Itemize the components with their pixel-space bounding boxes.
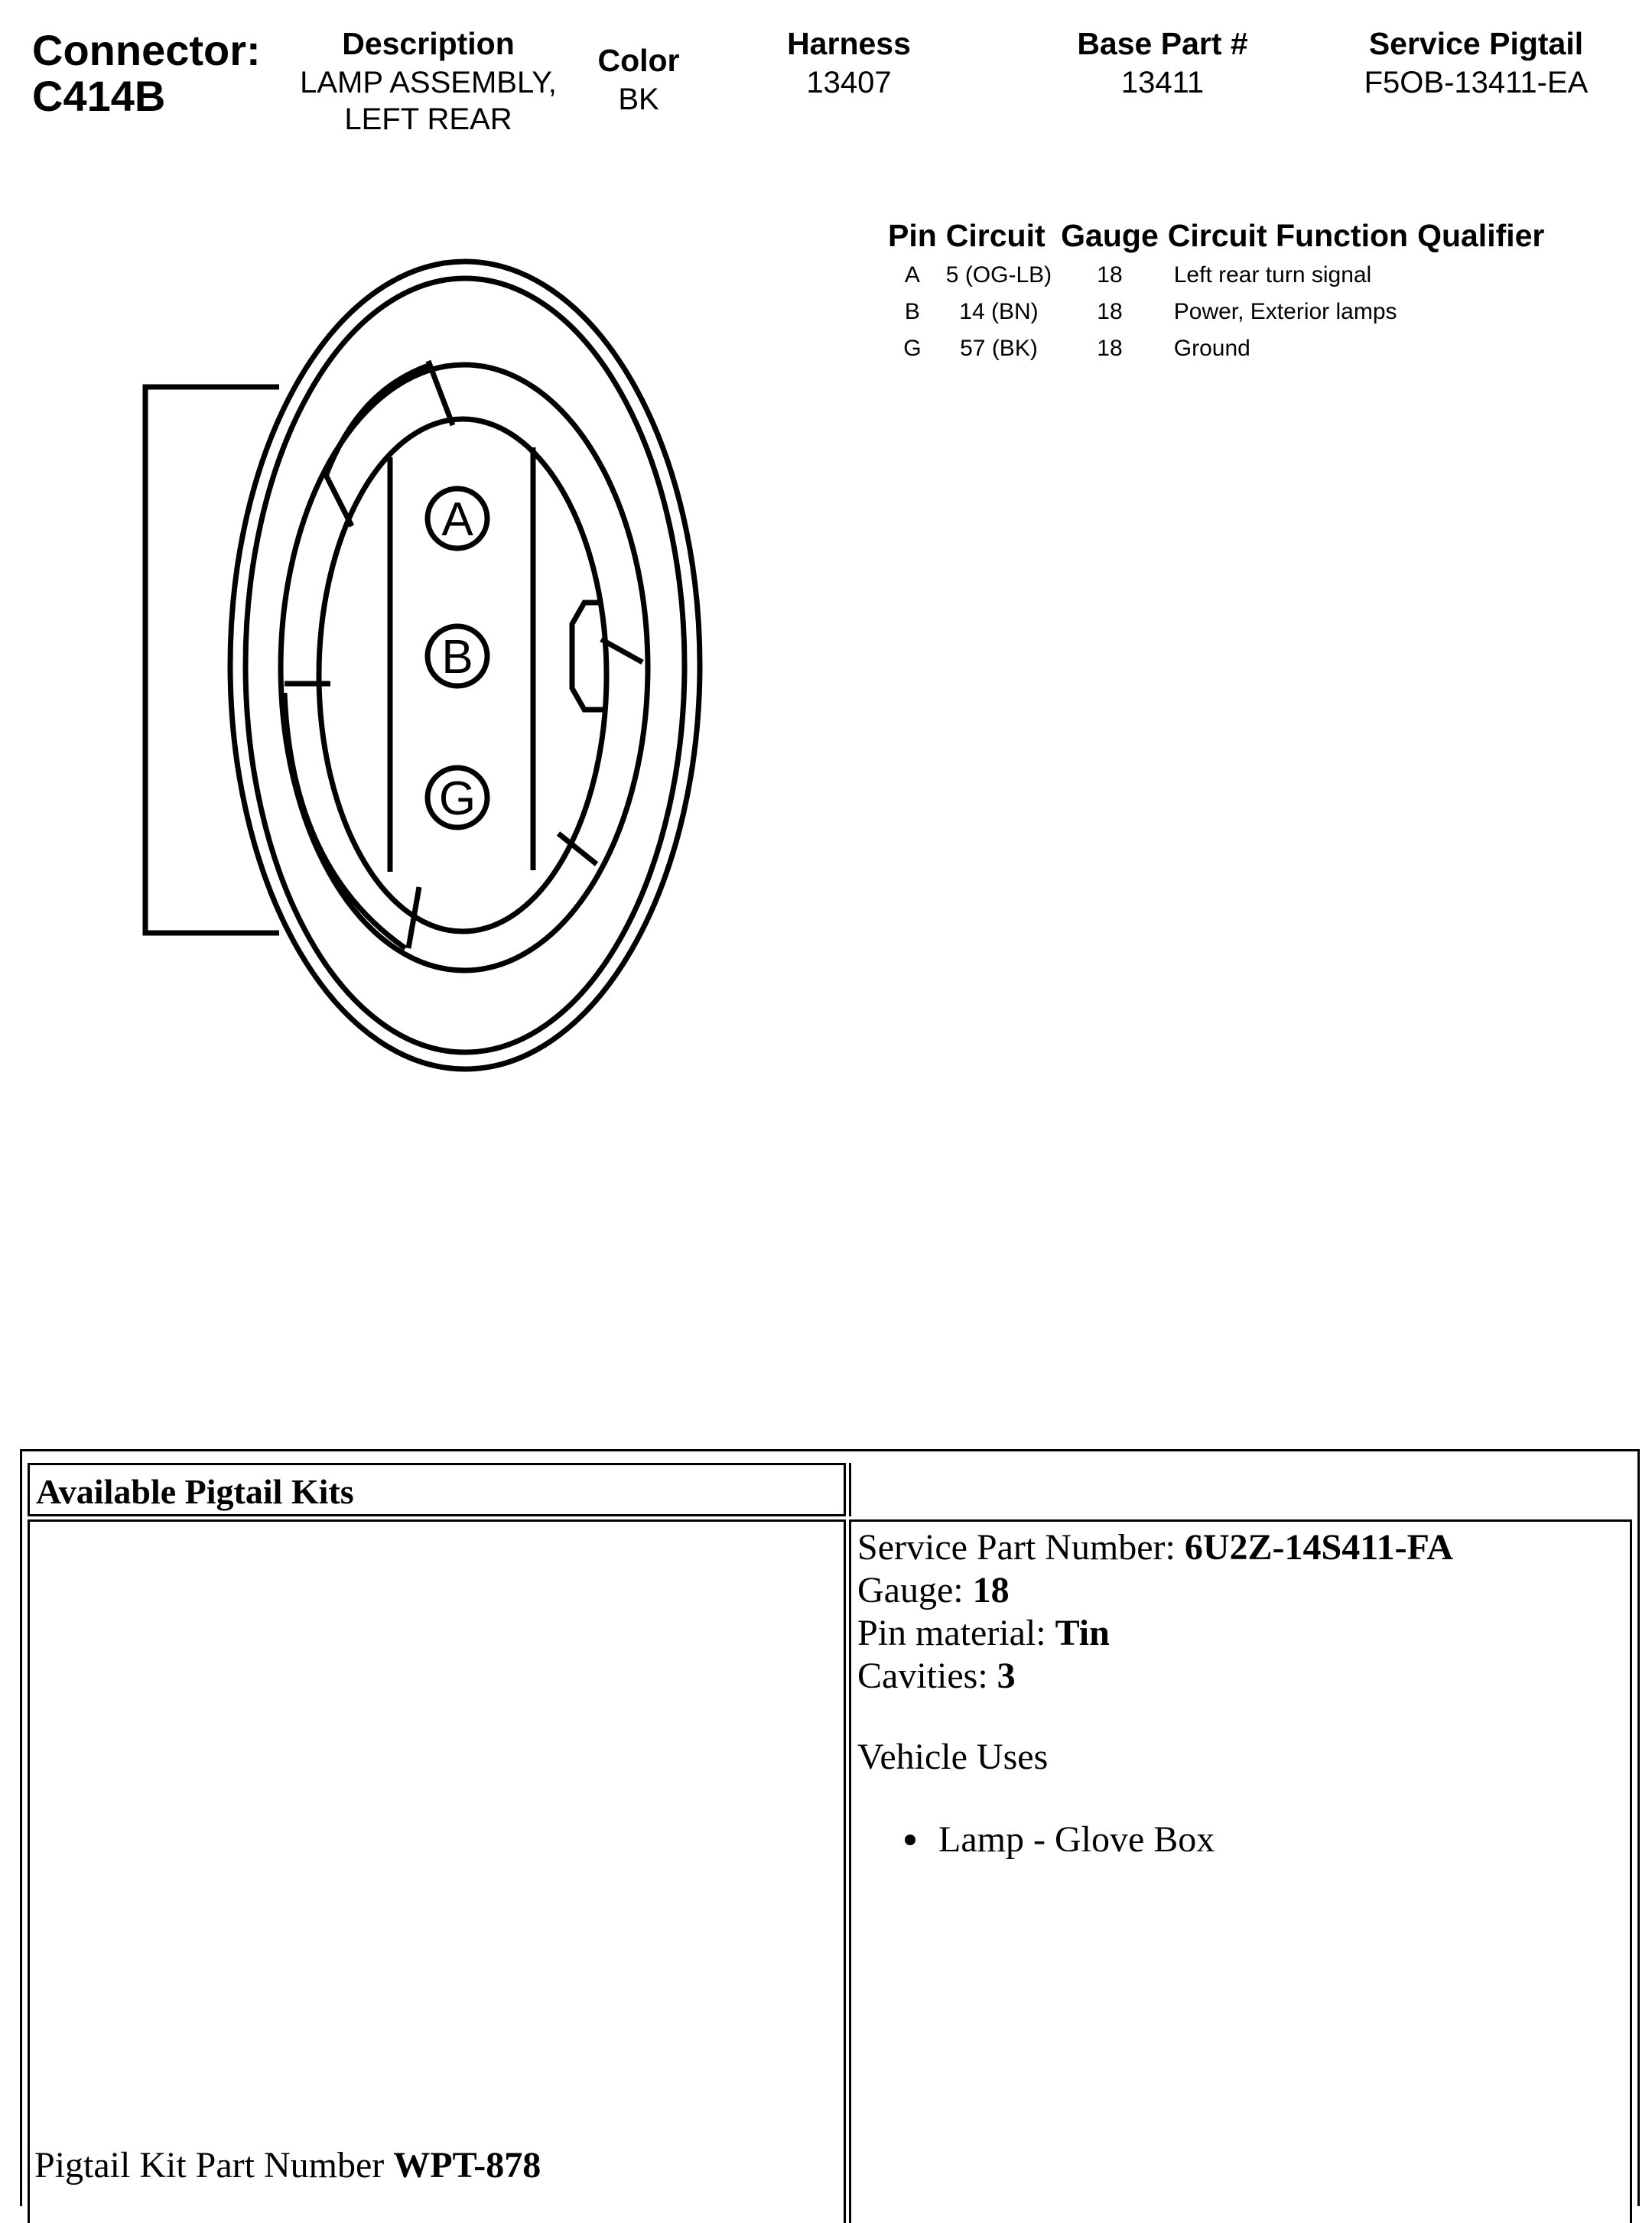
base-part-column <box>1048 23 1277 101</box>
gauge-header: Gauge <box>1061 217 1159 253</box>
harness-label: Harness <box>787 26 911 61</box>
connector-key-notch <box>572 603 603 710</box>
harness-column <box>750 23 948 101</box>
circuit-function-header: Circuit Function <box>1167 217 1409 253</box>
service-pigtail-column <box>1338 23 1614 101</box>
list-item <box>905 1818 1215 1861</box>
qualifier-cell <box>1413 257 1549 294</box>
qualifier-cell <box>1413 294 1549 330</box>
gauge-label: Gauge: <box>857 1570 973 1610</box>
pin-cell: G <box>903 336 922 361</box>
cavities-label: Cavities: <box>857 1656 997 1696</box>
bullet-icon <box>905 1835 915 1845</box>
vehicle-uses-heading: Vehicle Uses <box>857 1737 1049 1777</box>
pin-label-b: B <box>441 631 473 684</box>
pin-cell: B <box>904 299 920 324</box>
connector-diagram <box>115 229 727 1094</box>
pin-material-label: Pin material: <box>857 1613 1055 1653</box>
circuit-cell: 14 (BN) <box>959 299 1039 324</box>
service-part-number-line <box>857 1526 1453 1569</box>
pin-cell: A <box>904 262 920 288</box>
pin-table <box>883 214 1549 367</box>
collar-divider <box>428 361 453 425</box>
gauge-line <box>857 1569 1453 1612</box>
kit-part-value: WPT-878 <box>393 2145 541 2186</box>
color-column <box>581 40 696 118</box>
pin-label-a: A <box>441 493 473 546</box>
pin-label-g: G <box>438 772 476 825</box>
table-row <box>883 294 1549 330</box>
function-cell: Left rear turn signal <box>1173 262 1372 288</box>
pigtail-kit-specs <box>857 1526 1453 1698</box>
pin-header: Pin <box>888 217 937 253</box>
service-part-value: 6U2Z-14S411-FA <box>1184 1527 1453 1568</box>
vehicle-use-text: Lamp - Glove Box <box>938 1819 1215 1860</box>
description-column <box>275 23 581 138</box>
gauge-cell: 18 <box>1097 299 1123 324</box>
table-row <box>883 330 1549 367</box>
pigtail-kit-image-cell <box>28 1519 846 2223</box>
description-label: Description <box>342 26 515 61</box>
function-cell: Power, Exterior lamps <box>1173 299 1397 324</box>
description-line2: LEFT REAR <box>344 102 512 136</box>
pigtail-kit-part-number <box>34 2144 541 2186</box>
pigtail-kit-heading-spacer <box>849 1463 1642 1516</box>
description-line1: LAMP ASSEMBLY, <box>300 66 557 99</box>
function-cell: Ground <box>1173 336 1250 361</box>
color-value: BK <box>618 83 659 116</box>
gauge-cell: 18 <box>1097 262 1123 288</box>
pin-material-line <box>857 1612 1453 1655</box>
qualifier-header: Qualifier <box>1417 217 1545 253</box>
qualifier-cell <box>1413 330 1549 367</box>
collar-divider <box>327 476 352 526</box>
kit-part-label: Pigtail Kit Part Number <box>34 2145 394 2186</box>
circuit-header: Circuit <box>945 217 1046 253</box>
connector-label: Connector: <box>32 26 261 74</box>
service-pigtail-label: Service Pigtail <box>1368 26 1584 61</box>
base-part-label: Base Part # <box>1077 26 1248 61</box>
service-part-label: Service Part Number: <box>857 1527 1185 1568</box>
pigtail-kit-heading-cell <box>28 1463 846 1516</box>
service-pigtail-value: F5OB-13411-EA <box>1364 66 1589 99</box>
collar-highlight <box>325 366 428 478</box>
base-part-value: 13411 <box>1120 66 1205 99</box>
pin-material-value: Tin <box>1055 1613 1110 1653</box>
pigtail-kit-details-cell <box>849 1519 1632 2223</box>
color-label: Color <box>597 43 680 78</box>
gauge-cell: 18 <box>1097 336 1123 361</box>
cavities-value: 3 <box>997 1656 1016 1696</box>
cavities-line <box>857 1655 1453 1698</box>
table-row <box>883 257 1549 294</box>
circuit-cell: 57 (BK) <box>960 336 1038 361</box>
connector-id: C414B <box>32 72 166 120</box>
gauge-value: 18 <box>972 1570 1010 1610</box>
harness-value: 13407 <box>806 66 892 99</box>
connector-title <box>32 28 261 119</box>
vehicle-uses-list <box>905 1818 1215 1861</box>
pin-table-header-row <box>883 214 1549 257</box>
pigtail-kit-heading: Available Pigtail Kits <box>36 1472 354 1511</box>
circuit-cell: 5 (OG-LB) <box>945 262 1052 288</box>
